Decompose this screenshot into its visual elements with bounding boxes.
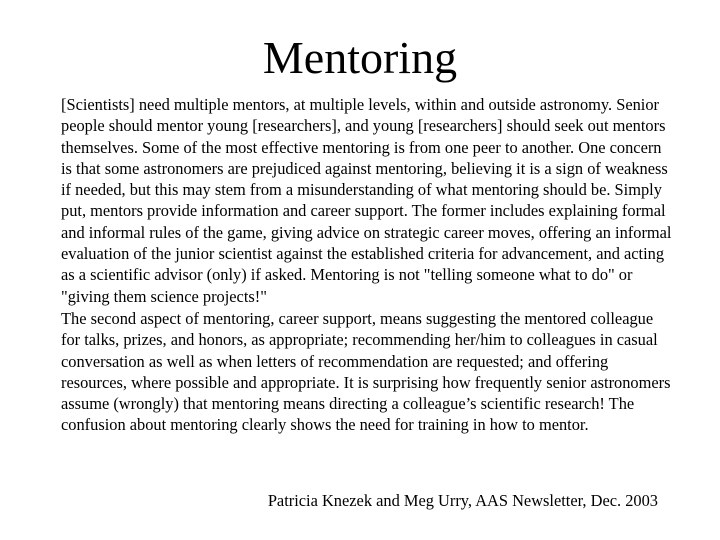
quote-paragraph-2: The second aspect of mentoring, career support, means suggesting the mentored colleague for talks, prizes, and honors, as appropriate; recommending her/him to colleagues in casual conversation as well as when letters of recommendation are requested; and offering resources, where possible and appropriate. It is surprising how frequently senior astronomers assume (wrongly) that mentoring means directing a colleague’s scientific research! The confusion about mentoring clearly shows the need for training in how to mentor.: [61, 308, 671, 435]
slide-title: Mentoring: [262, 32, 458, 83]
quote-paragraph-1: [Scientists] need multiple mentors, at multiple levels, within and outside astronomy. Senior people should mentor young [researchers], and young [researchers] should seek out mentors themselves. Some of the most effective mentoring is from one peer to another. One concern is that some astronomers are prejudiced against mentoring, believing it is a sign of weakness if needed, but this may stem from a misunderstanding of what mentoring should be. Simply put, mentors provide information and career support. The former includes explaining formal and informal rules of the game, giving advice on strategic career moves, offering an informal evaluation of the junior scientist against the established criteria for advancement, and acting as a scientific advisor (only) if asked. Mentoring is not "telling someone what to do" or "giving them science projects!": [61, 95, 672, 306]
quote-attribution: Patricia Knezek and Meg Urry, AAS Newsletter, Dec. 2003: [267, 491, 658, 510]
quote-body: [61, 94, 676, 436]
